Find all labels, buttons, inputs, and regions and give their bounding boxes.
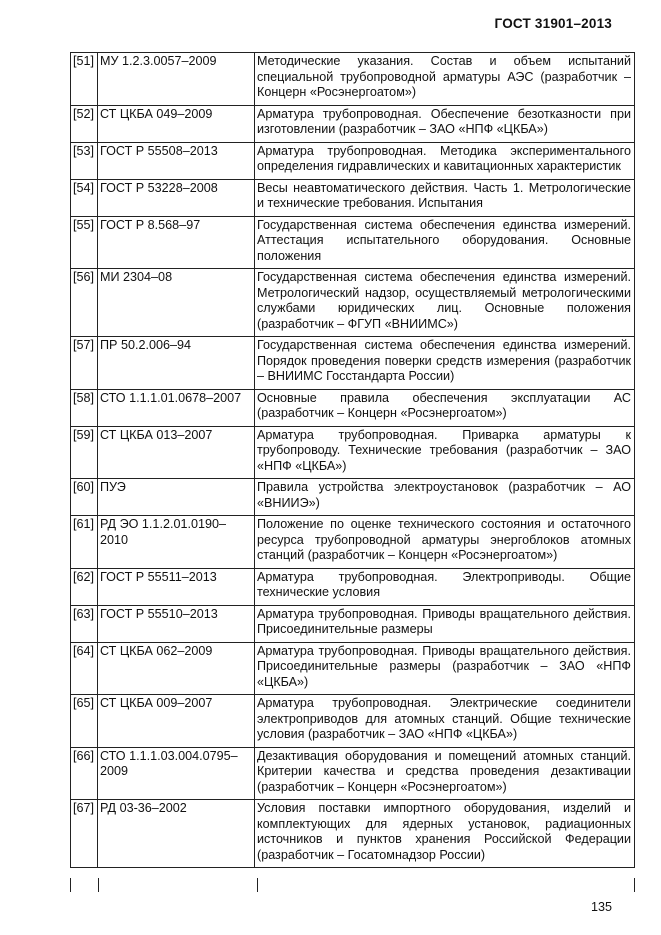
reference-description: Арматура трубопроводная. Приварка арматуры к трубопроводу. Технические требования (разработчик – ЗАО «НПФ «ЦКБА»)	[255, 426, 635, 479]
reference-number: [54]	[71, 179, 98, 216]
reference-description: Правила устройства электроустановок (разработчик – АО «ВНИИЭ»)	[255, 479, 635, 516]
reference-number: [64]	[71, 642, 98, 695]
reference-number: [55]	[71, 216, 98, 269]
reference-description: Арматура трубопроводная. Электрические соединители электроприводов для атомных станций. Общие технические условия (разработчик – ЗАО «НПФ «ЦКБА»)	[255, 695, 635, 748]
reference-number: [63]	[71, 605, 98, 642]
reference-row	[71, 479, 635, 516]
reference-row	[71, 426, 635, 479]
reference-number: [52]	[71, 105, 98, 142]
reference-number: [58]	[71, 389, 98, 426]
reference-code: ГОСТ Р 55510–2013	[98, 605, 255, 642]
reference-number: [57]	[71, 337, 98, 390]
reference-row	[71, 269, 635, 337]
reference-row	[71, 142, 635, 179]
reference-code: РД ЭО 1.1.2.01.0190–2010	[98, 516, 255, 569]
reference-row	[71, 337, 635, 390]
reference-number: [51]	[71, 53, 98, 106]
reference-row	[71, 179, 635, 216]
reference-row	[71, 605, 635, 642]
reference-number: [53]	[71, 142, 98, 179]
reference-description: Арматура трубопроводная. Приводы вращательного действия. Присоединительные размеры (разработчик – ЗАО «НПФ «ЦКБА»)	[255, 642, 635, 695]
reference-description: Положение по оценке технического состояния и остаточного ресурса трубопроводной арматуры энергоблоков атомных станций (разработчик – Концерн «Росэнергоатом»)	[255, 516, 635, 569]
reference-row	[71, 642, 635, 695]
reference-code: ПУЭ	[98, 479, 255, 516]
reference-code: МУ 1.2.3.0057–2009	[98, 53, 255, 106]
reference-number: [56]	[71, 269, 98, 337]
reference-description: Весы неавтоматического действия. Часть 1. Метрологические и технические требования. Испытания	[255, 179, 635, 216]
reference-number: [61]	[71, 516, 98, 569]
references-table	[70, 52, 635, 868]
reference-description: Условия поставки импортного оборудования, изделий и комплектующих для ядерных установок, радиационных источников и пунктов хранения Российской Федерации (разработчик – Госатомнадзор России)	[255, 800, 635, 868]
reference-description: Арматура трубопроводная. Электроприводы. Общие технические условия	[255, 568, 635, 605]
document-id-header: ГОСТ 31901–2013	[494, 16, 612, 31]
reference-row	[71, 695, 635, 748]
reference-code: СТО 1.1.1.03.004.0795–2009	[98, 747, 255, 800]
reference-description: Арматура трубопроводная. Приводы вращательного действия. Присоединительные размеры	[255, 605, 635, 642]
reference-number: [67]	[71, 800, 98, 868]
reference-description: Государственная система обеспечения единства измерений. Метрологический надзор, осуществляемый метрологическими службами юридических лиц. Основные положения (разработчик – ФГУП «ВНИИМС»)	[255, 269, 635, 337]
reference-number: [66]	[71, 747, 98, 800]
reference-code: МИ 2304–08	[98, 269, 255, 337]
reference-row	[71, 216, 635, 269]
page-number: 135	[590, 900, 612, 914]
reference-number: [60]	[71, 479, 98, 516]
reference-description: Арматура трубопроводная. Методика экспериментального определения гидравлических и кавитационных характеристик	[255, 142, 635, 179]
reference-code: СТО 1.1.1.01.0678–2007	[98, 389, 255, 426]
reference-code: СТ ЦКБА 049–2009	[98, 105, 255, 142]
reference-code: СТ ЦКБА 013–2007	[98, 426, 255, 479]
reference-code: ГОСТ Р 8.568–97	[98, 216, 255, 269]
reference-number: [65]	[71, 695, 98, 748]
reference-code: СТ ЦКБА 009–2007	[98, 695, 255, 748]
reference-description: Основные правила обеспечения эксплуатации АС (разработчик – Концерн «Росэнергоатом»)	[255, 389, 635, 426]
reference-row	[71, 105, 635, 142]
reference-code: СТ ЦКБА 062–2009	[98, 642, 255, 695]
reference-description: Государственная система обеспечения единства измерений. Аттестация испытательного оборудования. Основные положения	[255, 216, 635, 269]
reference-row	[71, 747, 635, 800]
column-divider	[98, 878, 99, 892]
reference-description: Методические указания. Состав и объем испытаний специальной трубопроводной арматуры АЭС (разработчик – Концерн «Росэнергоатом»)	[255, 53, 635, 106]
reference-code: ГОСТ Р 53228–2008	[98, 179, 255, 216]
table-continuation	[70, 878, 635, 892]
reference-code: РД 03-36–2002	[98, 800, 255, 868]
reference-row	[71, 53, 635, 106]
column-divider	[257, 878, 258, 892]
reference-code: ГОСТ Р 55508–2013	[98, 142, 255, 179]
reference-code: ГОСТ Р 55511–2013	[98, 568, 255, 605]
reference-row	[71, 516, 635, 569]
reference-row	[71, 389, 635, 426]
reference-description: Государственная система обеспечения единства измерений. Порядок проведения поверки средств измерения (разработчик – ВНИИМС Госстандарта России)	[255, 337, 635, 390]
references-table-body	[71, 53, 635, 868]
reference-number: [62]	[71, 568, 98, 605]
reference-description: Арматура трубопроводная. Обеспечение безотказности при изготовлении (разработчик – ЗАО «НПФ «ЦКБА»)	[255, 105, 635, 142]
reference-number: [59]	[71, 426, 98, 479]
reference-code: ПР 50.2.006–94	[98, 337, 255, 390]
reference-row	[71, 568, 635, 605]
reference-description: Дезактивация оборудования и помещений атомных станций. Критерии качества и средства проведения дезактивации (разработчик – Концерн «Росэнергоатом»)	[255, 747, 635, 800]
reference-row	[71, 800, 635, 868]
